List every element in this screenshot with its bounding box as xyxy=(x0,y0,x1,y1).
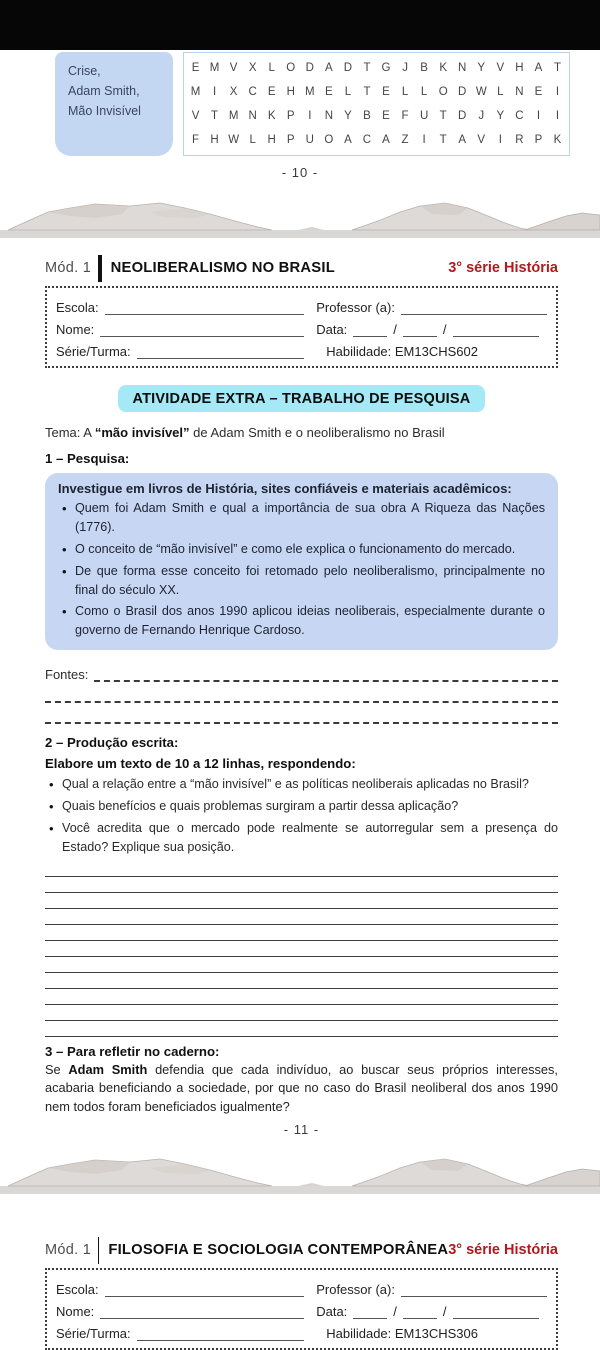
wordsearch-letter: X xyxy=(229,86,238,98)
writing-line xyxy=(45,893,558,909)
writing-line xyxy=(45,973,558,989)
wordsearch-letter: J xyxy=(402,62,408,74)
module-header xyxy=(45,253,558,283)
mountain-separator-image xyxy=(0,1146,600,1194)
wordsearch-letter: P xyxy=(286,134,295,146)
mountain-separator-image xyxy=(0,190,600,238)
wordsearch-letter: O xyxy=(324,134,334,146)
research-box-heading: Investigue em livros de História, sites confiáveis e materiais acadêmicos: xyxy=(58,481,512,496)
wordsearch-letter: N xyxy=(515,86,524,98)
serie-turma-field xyxy=(137,345,305,359)
professor-label: Professor (a): xyxy=(316,1282,395,1298)
wordsearch-letter: T xyxy=(211,110,219,122)
bullet-item: • Quais benefícios e quais problemas surgiram a partir dessa aplicação? xyxy=(45,797,558,816)
bullet-item: • Quem foi Adam Smith e qual a importância de sua obra A Riqueza das Nações (1776). xyxy=(58,499,545,537)
wordsearch-letter: L xyxy=(497,86,504,98)
wordsearch-letter: E xyxy=(325,86,333,98)
section2-subheading: Elabore um texto de 10 a 12 linhas, respondendo: xyxy=(45,756,356,772)
writing-line xyxy=(45,861,558,877)
wordsearch-letter: U xyxy=(419,110,429,122)
tema-prefix: Tema: A xyxy=(45,425,95,440)
wordsearch-letter: T xyxy=(439,134,447,146)
wordsearch-letter: F xyxy=(192,134,200,146)
wordsearch-letter: V xyxy=(496,62,505,74)
wordsearch-letter: A xyxy=(382,134,390,146)
wordsearch-letter: E xyxy=(191,62,200,74)
wordsearch-letter: K xyxy=(553,134,562,146)
wordsearch-letter: E xyxy=(382,86,390,98)
data-label: Data: xyxy=(316,1304,348,1320)
tema-bold: “mão invisível” xyxy=(94,425,190,440)
wordsearch-letter: B xyxy=(420,62,428,74)
wordsearch-letter: L xyxy=(249,134,256,146)
wordsearch-letter: I xyxy=(498,134,502,146)
escola-field xyxy=(105,1283,305,1297)
wordsearch-letter: Y xyxy=(344,110,352,122)
wordsearch-letter: W xyxy=(475,86,487,98)
habilidade-value: Habilidade: EM13CHS306 xyxy=(326,1326,478,1342)
header-divider-bar xyxy=(98,1237,99,1264)
wordsearch-letter: O xyxy=(286,62,296,74)
activity-title-badge: ATIVIDADE EXTRA – TRABALHO DE PESQUISA xyxy=(118,385,486,412)
writing-line xyxy=(45,1005,558,1021)
wordsearch-word-list xyxy=(55,52,173,156)
wordsearch-letter: D xyxy=(458,86,467,98)
wordsearch-letter: U xyxy=(305,134,314,146)
page-number-11: - 11 - xyxy=(283,1122,320,1138)
wordsearch-letter: B xyxy=(363,110,371,122)
wordsearch-letter: Z xyxy=(401,134,409,146)
module-label: Mód. 1 xyxy=(45,260,92,276)
wordsearch-letter: H xyxy=(515,62,524,74)
nome-label: Nome: xyxy=(56,322,95,337)
data-year-field xyxy=(453,323,539,337)
wordsearch-letter: H xyxy=(210,134,219,146)
wordsearch-letter: C xyxy=(248,86,257,98)
wordsearch-letter: V xyxy=(477,134,486,146)
wordsearch-letter: L xyxy=(268,62,275,74)
wordsearch-letter: L xyxy=(401,86,409,98)
wordsearch-letter: H xyxy=(286,86,295,98)
fontes-line xyxy=(94,669,558,682)
data-year-field xyxy=(453,1305,539,1319)
wordsearch-letter: I xyxy=(555,110,560,122)
wordsearch-letter: I xyxy=(422,134,426,146)
serie-turma-field xyxy=(137,1327,305,1341)
wordsearch-letter: N xyxy=(324,110,334,122)
wordsearch-letter: O xyxy=(438,86,448,98)
serie-turma-label: Série/Turma: xyxy=(56,344,131,359)
wordsearch-letter: P xyxy=(534,134,543,146)
header-divider-bar xyxy=(98,255,102,282)
wordsearch-letter: L xyxy=(420,86,428,98)
fontes-block xyxy=(45,661,558,724)
reflect-paragraph xyxy=(45,1061,558,1116)
fontes-label: Fontes: xyxy=(45,667,89,683)
writing-line xyxy=(45,941,558,957)
bullet-item: • De que forma esse conceito foi retomado pelo neoliberalismo, principalmente no final do século XX. xyxy=(58,562,545,600)
professor-field xyxy=(401,1283,547,1297)
writing-lines xyxy=(45,861,558,1037)
bullet-item: • O conceito de “mão invisível” e como ele explica o funcionamento do mercado. xyxy=(58,540,545,559)
tema-suffix: de Adam Smith e o neoliberalismo no Brasil xyxy=(189,425,445,440)
writing-line xyxy=(45,957,558,973)
info-row xyxy=(56,1275,547,1297)
student-info-box xyxy=(45,1268,558,1350)
wordsearch-letter: N xyxy=(248,110,257,122)
data-label: Data: xyxy=(316,322,348,337)
wordsearch-letter: T xyxy=(439,110,447,122)
nome-field xyxy=(100,1305,304,1319)
wordsearch-letter: I xyxy=(536,110,541,122)
wordsearch-letter: M xyxy=(190,86,201,98)
module-title: FILOSOFIA E SOCIOLOGIA CONTEMPORÂNEA xyxy=(108,1242,449,1259)
wordsearch-letter: N xyxy=(458,62,467,74)
wordsearch-letter: Y xyxy=(496,110,505,122)
wordsearch-letter: J xyxy=(478,110,485,122)
wordsearch-word: Adam Smith, xyxy=(68,84,140,98)
data-day-field xyxy=(353,1305,387,1319)
wordsearch-word: Mão Invisível xyxy=(68,104,141,118)
section3-heading: 3 – Para refletir no caderno: xyxy=(45,1043,220,1059)
wordsearch-letter: C xyxy=(362,134,372,146)
wordsearch-letter: C xyxy=(515,110,524,122)
writing-bullets xyxy=(45,775,558,857)
escola-field xyxy=(105,301,305,315)
wordsearch-letter: T xyxy=(363,86,371,98)
wordsearch-letter: L xyxy=(344,86,352,98)
wordsearch-letter: A xyxy=(325,62,333,74)
writing-line xyxy=(45,909,558,925)
research-bullets xyxy=(58,499,545,640)
wordsearch-letter: V xyxy=(191,110,200,122)
professor-field xyxy=(401,301,547,315)
wordsearch-letter: I xyxy=(308,110,312,122)
module-header xyxy=(45,1235,558,1265)
writing-line xyxy=(45,925,558,941)
wordsearch-letter: E xyxy=(382,110,390,122)
top-black-bar xyxy=(0,0,600,50)
data-day-field xyxy=(353,323,387,337)
wordsearch-word: Crise, xyxy=(68,64,101,78)
section1-heading: 1 – Pesquisa: xyxy=(45,451,130,466)
wordsearch-letter: I xyxy=(555,86,560,98)
wordsearch-letter: E xyxy=(534,86,543,98)
reflect-suffix: defendia que cada indivíduo, ao buscar seus próprios interesses, acabaria beneficiando a sociedade, por que no caso do Brasil neoliberal dos anos 1990 nem todos foram beneficiados igualmente? xyxy=(45,1061,558,1114)
fontes-line xyxy=(45,703,558,724)
wordsearch-letter: M xyxy=(209,62,220,74)
wordsearch-letter: E xyxy=(267,86,276,98)
writing-line xyxy=(45,1021,558,1037)
wordsearch-letter: G xyxy=(381,62,391,74)
page-11 xyxy=(0,253,600,1137)
wordsearch-letter: M xyxy=(228,110,239,122)
wordsearch-letter: W xyxy=(228,134,240,146)
wordsearch-grid xyxy=(183,52,570,156)
escola-label: Escola: xyxy=(56,1282,99,1298)
data-month-field xyxy=(403,323,437,337)
info-row: Nome: Data: / / xyxy=(56,1297,547,1319)
wordsearch-letter: F xyxy=(401,110,409,122)
reflect-prefix: Se xyxy=(45,1061,69,1077)
wordsearch-letter: T xyxy=(553,62,561,74)
section2-heading: 2 – Produção escrita: xyxy=(45,735,179,751)
bullet-item: • Você acredita que o mercado pode realmente se autorregular sem a presença do Estado? Explique sua posição. xyxy=(45,819,558,857)
wordsearch-letter: T xyxy=(363,62,371,74)
nome-field xyxy=(100,323,304,337)
bullet-item: • Como o Brasil dos anos 1990 aplicou ideias neoliberais, especialmente durante o governo de Fernando Henrique Cardoso. xyxy=(58,602,545,640)
info-row xyxy=(56,293,547,315)
student-info-box xyxy=(45,286,558,368)
habilidade-value: Habilidade: EM13CHS602 xyxy=(326,344,478,359)
series-label: 3° série História xyxy=(448,260,558,276)
module-title: NEOLIBERALISMO NO BRASIL xyxy=(110,260,335,276)
wordsearch-letter: K xyxy=(439,62,447,74)
research-instructions-box xyxy=(45,473,558,650)
wordsearch-letter: A xyxy=(458,134,467,146)
professor-label: Professor (a): xyxy=(316,300,395,315)
wordsearch-letter: K xyxy=(267,110,276,122)
wordsearch-letter: P xyxy=(286,110,295,122)
wordsearch-letter: A xyxy=(344,134,352,146)
page-number-10: - 10 - xyxy=(281,165,319,180)
wordsearch-letter: R xyxy=(515,134,524,146)
serie-turma-label: Série/Turma: xyxy=(56,1326,131,1342)
wordsearch-letter: I xyxy=(212,86,217,98)
module-label: Mód. 1 xyxy=(45,1242,92,1259)
tema-line xyxy=(45,425,558,440)
wordsearch-letter: D xyxy=(343,62,353,74)
fontes-line xyxy=(45,682,558,703)
info-row xyxy=(56,1319,547,1341)
nome-label: Nome: xyxy=(56,1304,95,1320)
wordsearch-letter: V xyxy=(229,62,238,74)
wordsearch-letter: M xyxy=(305,86,315,98)
reflect-bold: Adam Smith xyxy=(68,1061,148,1077)
wordsearch-letter: A xyxy=(534,62,543,74)
series-label: 3° série História xyxy=(448,1242,558,1259)
escola-label: Escola: xyxy=(56,300,99,315)
info-row xyxy=(56,337,547,359)
wordsearch-letter: D xyxy=(305,62,314,74)
wordsearch-letter: Y xyxy=(477,62,486,74)
data-month-field xyxy=(403,1305,437,1319)
writing-line xyxy=(45,877,558,893)
writing-line xyxy=(45,989,558,1005)
info-row: Nome: Data: / / xyxy=(56,315,547,337)
bullet-item: • Qual a relação entre a “mão invisível” e as políticas neoliberais aplicadas no Brasil? xyxy=(45,775,558,794)
wordsearch-letter: H xyxy=(267,134,276,146)
wordsearch-section xyxy=(0,50,600,156)
wordsearch-letter: D xyxy=(458,110,467,122)
wordsearch-letter: X xyxy=(248,62,257,74)
